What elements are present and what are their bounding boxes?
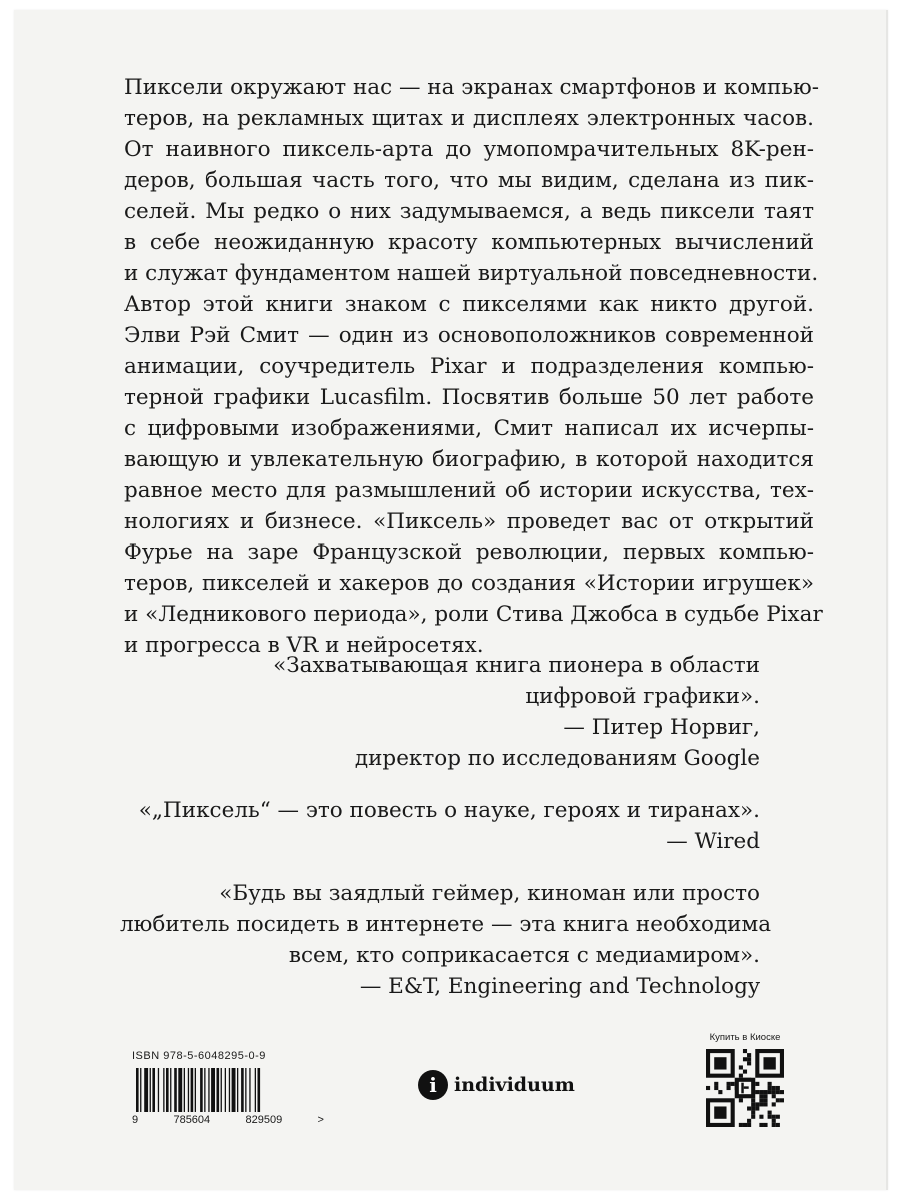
quote-norvig: [120, 650, 760, 774]
quote-line: «Будь вы заядлый геймер, киноман или просто: [219, 881, 760, 906]
description-line: теров, пикселей и хакеров до создания «Истории игрушек»: [124, 571, 814, 596]
description-line: теров, на рекламных щитах и дисплеях электронных часов.: [124, 106, 814, 131]
description-line: Элви Рэй Смит — один из основоположников современной: [124, 323, 814, 348]
description-line: и «Ледникового периода», роли Стива Джобса в судьбе Pixar: [124, 602, 823, 627]
kiosk-label: Купить в Киоске: [709, 1032, 781, 1043]
description-line: и служат фундаментом нашей виртуальной повседневности.: [124, 261, 819, 286]
description-line: От наивного пиксель-арта до умопомрачительных 8K-рен-: [124, 137, 814, 162]
description-line: и прогресса в VR и нейросетях.: [124, 633, 484, 658]
barcode-digit-group: 785604: [173, 1114, 211, 1126]
quote-line: любитель посидеть в интернете — эта книга необходима: [120, 912, 772, 937]
barcode-digit-group: 829509: [245, 1114, 283, 1126]
isbn-label: ISBN 978-5-6048295-0-9: [132, 1050, 266, 1062]
publisher-logo: [418, 1070, 575, 1100]
kiosk-block: [700, 1032, 790, 1131]
description-line: вающую и увлекательную биографию, в которой находится: [124, 447, 814, 472]
quote-attribution: — E&T, Engineering and Technology: [359, 974, 760, 999]
description-line: терной графики Lucasfilm. Посвятив больше 50 лет работе: [124, 385, 814, 410]
quote-attribution: — Питер Норвиг,: [563, 715, 760, 740]
quote-line: всем, кто соприкасается с медиамиром».: [288, 943, 760, 968]
barcode-icon: [132, 1068, 324, 1112]
quote-line: «Захватывающая книга пионера в области: [273, 653, 760, 678]
quote-line: «„Пиксель“ — это повесть о науке, героях и тиранах».: [138, 798, 760, 823]
description-line: Автор этой книги знаком с пикселями как никто другой.: [124, 292, 814, 317]
quote-attribution: директор по исследованиям Google: [354, 746, 760, 771]
description-line: анимации, соучредитель Pixar и подразделения компью-: [124, 354, 814, 379]
publisher-logo-icon: i: [418, 1070, 448, 1100]
description-line: нологиях и бизнесе. «Пиксель» проведет вас от открытий: [124, 509, 814, 534]
description-line: равное место для размышлений об истории искусства, тех-: [124, 478, 814, 503]
book-back-cover: [14, 10, 888, 1190]
publisher-name: individuum: [454, 1074, 575, 1096]
isbn-block: [132, 1050, 324, 1126]
description-line: с цифровыми изображениями, Смит написал их исчерпы-: [124, 416, 814, 441]
book-description: [124, 72, 823, 661]
quote-et: [120, 878, 772, 1002]
barcode-digit-suffix: >: [317, 1114, 324, 1126]
quote-attribution: — Wired: [666, 829, 760, 854]
description-line: Пиксели окружают нас — на экранах смартфонов и компью-: [124, 75, 819, 100]
barcode-digit-prefix: 9: [132, 1114, 139, 1126]
description-line: селей. Мы редко о них задумываемся, а ведь пиксели таят: [124, 199, 814, 224]
qr-code-icon: [706, 1049, 784, 1127]
description-line: в себе неожиданную красоту компьютерных вычислений: [124, 230, 814, 255]
barcode-digits: [132, 1114, 324, 1126]
quote-line: цифровой графики».: [525, 684, 760, 709]
quote-wired: [120, 795, 760, 857]
description-line: Фурье на заре Французской революции, первых компью-: [124, 540, 814, 565]
description-line: деров, большая часть того, что мы видим, сделана из пик-: [124, 168, 814, 193]
